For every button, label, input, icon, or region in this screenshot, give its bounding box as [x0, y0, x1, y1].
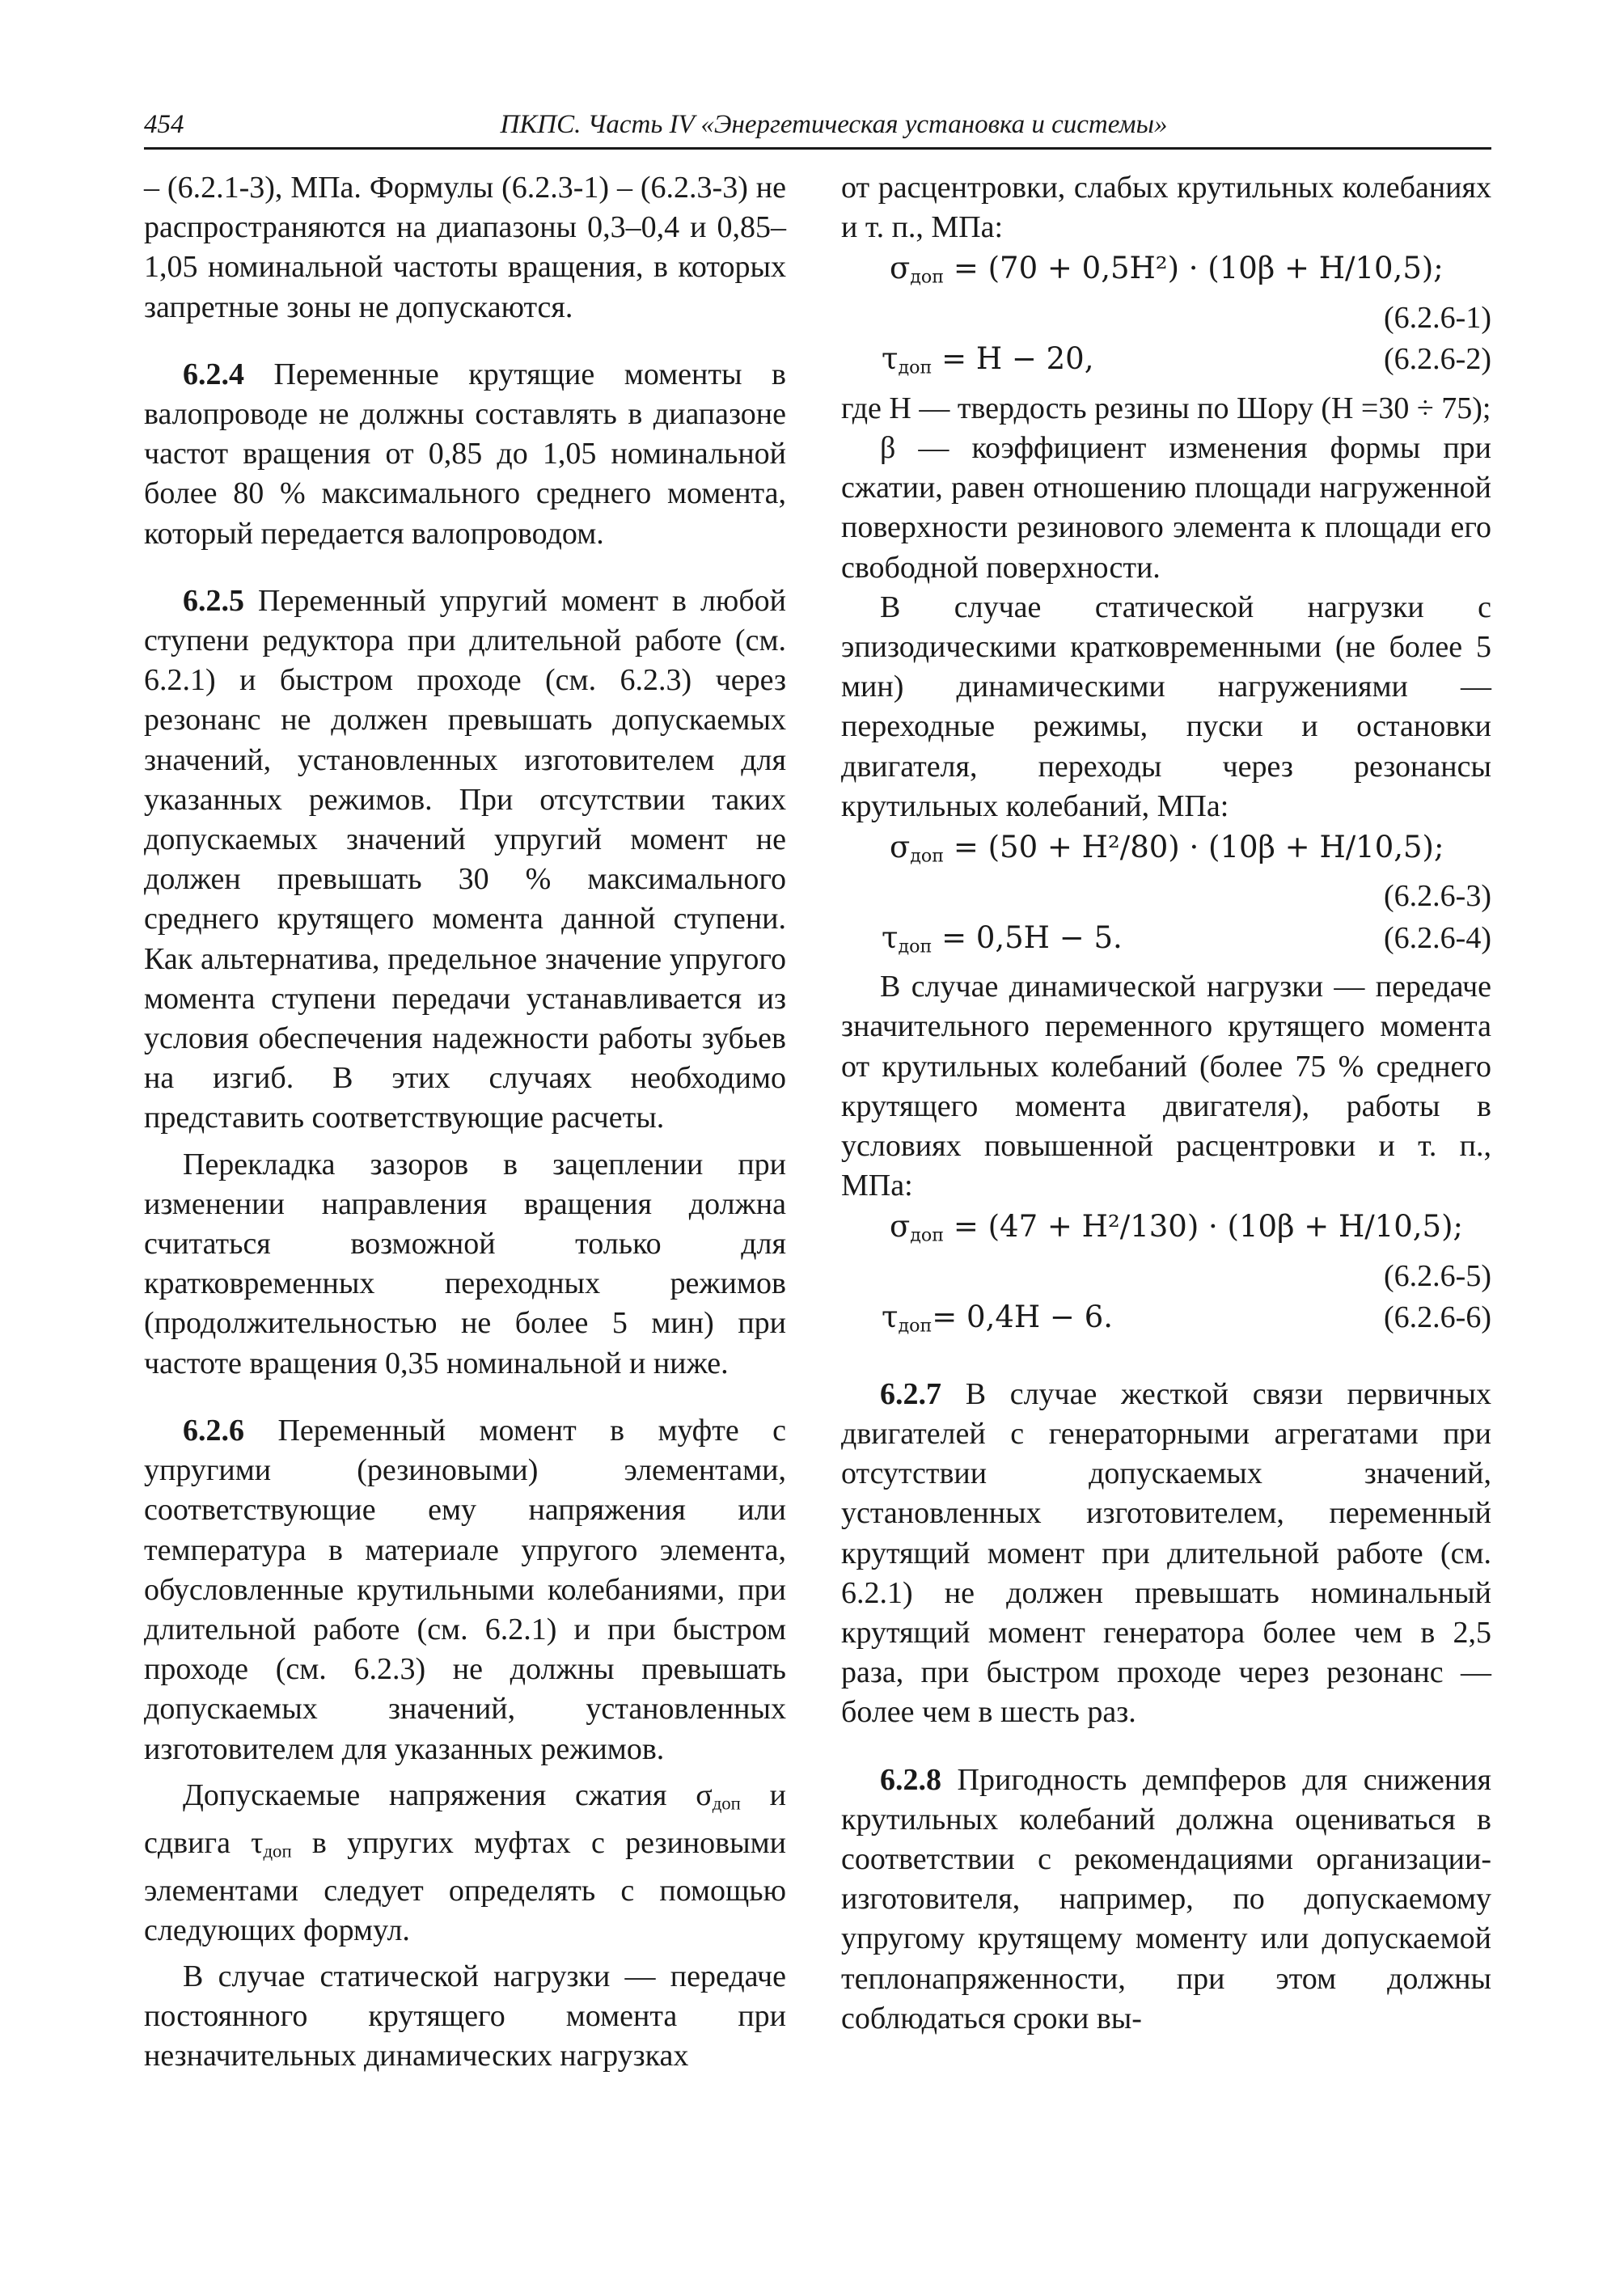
- section-number: 6.2.4: [183, 357, 244, 391]
- equation-number: (6.2.6-6): [1384, 1300, 1491, 1335]
- formula-6-2-6-1: $\sigma_{доп} = (70 + 0,5H^2) \cdot (10\beta + H/10,5)$;: [890, 251, 1444, 288]
- section-text: Переменный упругий момент в любой ступени редуктора при длительной работе (см. 6.2.1) и быстром проходе (см. 6.2.3) через резонанс не должен превышать допускаемых значений, установленных изготовителем для указанных режимов. При отсутствии таких допускаемых значений упругий момент не должен превышать 30 % максимального среднего крутящего момента данной ступени. Как альтернатива, предельное значение упругого момента ступени передачи устанавливается из условия обеспечения надежности работы зубьев на изгиб. В этих случаях необходимо представить соответствующие расчеты.: [144, 583, 786, 1135]
- equation-number: (6.2.6-3): [1384, 879, 1491, 914]
- section-6-2-6: [144, 1411, 786, 1769]
- equation-number: (6.2.6-2): [1384, 342, 1491, 377]
- formula-6-2-6-5: $\sigma_{доп} = (47 + H^2/130) \cdot (10\beta + H/10,5)$;: [890, 1209, 1463, 1246]
- paragraph-static-episodic: В случае статической нагрузки с эпизодическими кратковременными (не более 5 мин) динамическими нагружениями — переходные режимы, пуски и остановки двигателя, переходы через резонансы крутильных колебаний, МПа:: [841, 590, 1491, 823]
- formula-6-2-6-2: $\tau_{доп} = H - 20$, (6.2.6-2): [841, 338, 1491, 389]
- section-number: 6.2.7: [880, 1376, 941, 1411]
- section-text: Переменный момент в муфте с упругими (резиновыми) элементами, соответствующие ему напряжения или температура в материале упругого элемента, обусловленные крутильными колебаниями, при длительной работе (см. 6.2.1) и при быстром проходе (см. 6.2.3) не должны превышать допускаемых значений, установленных изготовителем для указанных режимов.: [144, 1413, 786, 1766]
- paragraph-allowable-stresses: Допускаемые напряжения сжатия $\sigma_{доп}$ и сдвига $\tau_{доп}$ в упругих муфтах с резиновыми элементами следует определять с помощью следующих формул.: [144, 1777, 786, 1947]
- running-title: ПКПС. Часть IV «Энергетическая установка и системы»: [500, 110, 1168, 139]
- section-6-2-7: [841, 1375, 1491, 1733]
- formula-6-2-6-4: $\tau_{доп} = 0,5H - 5$. (6.2.6-4): [841, 917, 1491, 968]
- section-6-2-8: [841, 1761, 1491, 2039]
- section-number: 6.2.8: [880, 1762, 941, 1797]
- paragraph-continuation: – (6.2.1-3), МПа. Формулы (6.2.3-1) – (6.2.3-3) не распространяются на диапазоны 0,3–0,4 и 0,85–1,05 номинальной частоты вращения, в которых запретные зоны не допускаются.: [144, 171, 786, 324]
- equation-number: (6.2.6-5): [1384, 1259, 1491, 1293]
- running-header: [144, 105, 1491, 150]
- left-column: [144, 168, 786, 2077]
- formula-6-2-6-6: $\tau_{доп}= 0,4H - 6$. (6.2.6-6): [841, 1296, 1491, 1347]
- right-column: [841, 168, 1491, 2039]
- paragraph-beta: β — коэффициент изменения формы при сжатии, равен отношению площади нагруженной поверхности резинового элемента к площади его свободной поверхности.: [841, 430, 1491, 585]
- section-text: В случае жесткой связи первичных двигателей с генераторными агрегатами при отсутствии допускаемых значений, установленных изготовителем, переменный крутящий момент при длительной работе (см. 6.2.1) не должен превышать номинальный крутящий момент генератора более чем в 2,5 раза, при быстром проходе через резонанс — более чем в шесть раз.: [841, 1376, 1491, 1730]
- equation-number: (6.2.6-4): [1384, 920, 1491, 955]
- section-6-2-5: [144, 581, 786, 1139]
- paragraph-gap-reversal: Перекладка зазоров в зацеплении при изменении направления вращения должна считаться возможной только для кратковременных переходных режимов (продолжительностью не более 5 мин) при частоте вращения 0,35 номинальной и ниже.: [144, 1147, 786, 1380]
- paragraph-dynamic-load: В случае динамической нагрузки — передаче значительного переменного крутящего момента от крутильных колебаний (более 75 % среднего крутящего момента двигателя), работы в условиях повышенной расцентровки и т. п., МПа:: [841, 970, 1491, 1203]
- section-number: 6.2.6: [183, 1413, 244, 1448]
- page-number: 454: [144, 110, 184, 139]
- paragraph-static-load: В случае статической нагрузки — передаче постоянного крутящего момента при незначительных динамических нагрузках: [144, 1959, 786, 2073]
- formula-6-2-6-3: $\sigma_{доп} = (50 + H^2/80) \cdot (10\beta + H/10,5)$;: [890, 829, 1444, 867]
- section-6-2-4: [144, 355, 786, 554]
- section-text: Переменные крутящие моменты в валопроводе не должны составлять в диапазоне частот вращения от 0,85 до 1,05 номинальной более 80 % максимального среднего момента, который передается валопроводом.: [144, 357, 786, 551]
- equation-number: (6.2.6-1): [1384, 300, 1491, 335]
- paragraph-where-h: где H — твердость резины по Шору (H =30 ÷ 75);: [841, 391, 1491, 425]
- paragraph-continuation: от расцентровки, слабых крутильных колебаниях и т. п., МПа:: [841, 171, 1491, 245]
- section-number: 6.2.5: [183, 583, 244, 618]
- section-text: Пригодность демпферов для снижения крутильных колебаний должна оцениваться в соответствии с рекомендациями организации-изготовителя, например, по допускаемому упругому крутящему моменту или допускаемой теплонапряженности, при этом должны соблюдаться сроки вы-: [841, 1762, 1491, 2035]
